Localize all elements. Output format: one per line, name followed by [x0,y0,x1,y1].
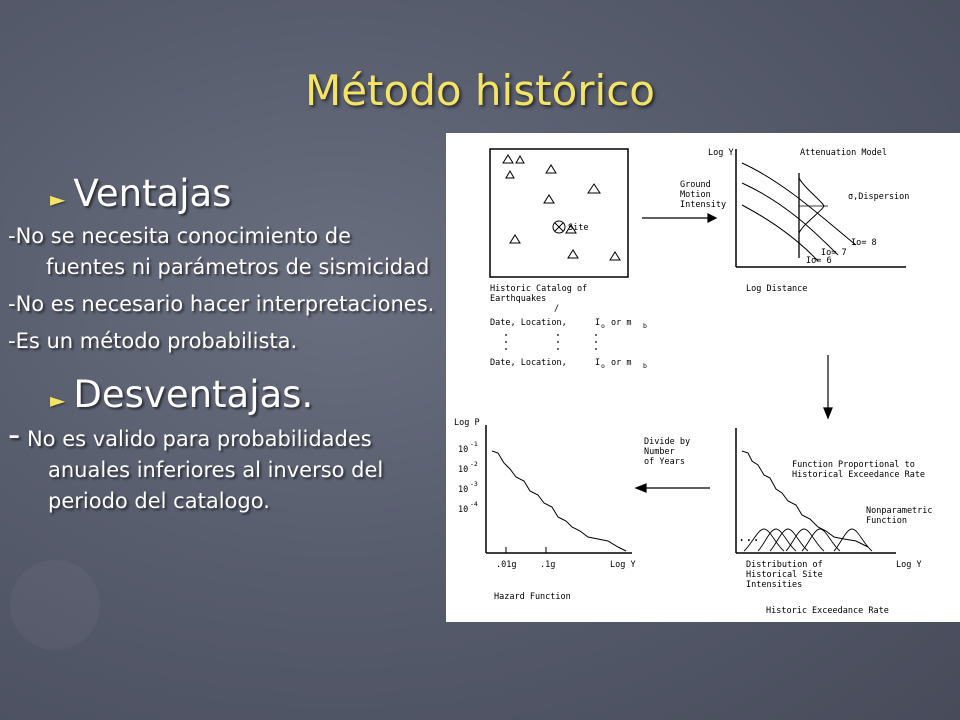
slide-title: Método histórico [304,66,655,115]
hazard-y-label: Log P [454,418,480,428]
svg-text:I: I [595,358,601,368]
svg-text:b: b [643,322,647,330]
arrow-down-icon [824,355,832,418]
slide-body [8,172,435,517]
bullet-desventajas [50,373,435,416]
svg-text:o: o [601,362,605,370]
divide-label-3: of Years [644,457,685,467]
arrow-right-icon [642,214,716,222]
triangle-right-icon: ► [50,388,66,412]
distribution-label-3: Intensities [746,580,803,590]
earthquake-triangles [503,155,620,260]
desventaja-item [8,415,428,517]
attenuation-title: Attenuation Model [800,148,887,158]
nonparametric-label-1: Nonparametric [866,506,933,516]
svg-text:10: 10 [458,445,469,455]
hazard-x-label: Log Y [610,560,636,570]
distribution-dots: ... [738,530,760,544]
attenuation-x-label: Log Distance [746,284,808,294]
catalog-row-2 [490,358,647,370]
ventaja-item: -No se necesita conocimiento de fuentes ni parámetros de sismicidad [8,224,430,279]
svg-text:-4: -4 [470,500,478,508]
distribution-label-1: Distribution of [746,560,823,570]
dispersion-label: σ,Dispersion [848,192,910,202]
hazard-method-figure [446,133,960,622]
ventaja-item: -Es un método probabilista. [8,329,298,353]
nonparametric-label-2: Function [866,516,907,526]
hazard-y-ticks [458,440,478,515]
svg-text:Date, Location,: Date, Location, [490,358,567,368]
svg-text:b: b [643,362,647,370]
site-icon [553,221,565,233]
svg-text:o: o [601,322,605,330]
catalog-tick-mark: / [554,304,560,314]
catalog-caption-2: Earthquakes [490,294,547,304]
svg-text:I: I [595,318,601,328]
bullet-ventajas [50,172,435,215]
exceedance-caption: Historic Exceedance Rate [766,606,889,616]
ground-motion-label-3: Intensity [680,200,727,210]
desventaja-text: No es valido para probabilidades anuales inferiores al inverso del periodo del catalogo. [26,427,384,513]
attenuation-y-label: Log Y [708,148,734,158]
hazard-x-tick: .01g [496,560,517,570]
svg-text:10: 10 [458,505,469,515]
exceedance-x-label: Log Y [896,560,922,570]
heading-desventajas: Desventajas. [73,373,314,416]
desventaja-dash: - [8,415,21,455]
ground-motion-label-2: Motion [680,190,711,200]
svg-text:-1: -1 [470,440,478,448]
hazard-x-tick: .1g [540,560,556,570]
svg-text:Date, Location,: Date, Location, [490,318,567,328]
catalog-row-1 [490,318,647,330]
ventaja-item: -No es necesario hacer interpretaciones. [8,292,435,316]
function-label-1: Function Proportional to [792,460,915,470]
hazard-curve [492,451,626,551]
site-label: Site [568,223,589,233]
svg-text:10: 10 [458,465,469,475]
triangle-right-icon: ► [50,187,66,211]
background-watermark [10,560,100,650]
curve-label: Io= 7 [821,248,847,258]
svg-text:or m: or m [611,318,632,328]
svg-text:or m: or m [611,358,632,368]
curve-label: Io= 8 [851,238,877,248]
arrow-left-icon [636,484,710,492]
distribution-label-2: Historical Site [746,570,823,580]
catalog-caption-1: Historic Catalog of [490,284,588,294]
catalog-map-frame [490,149,628,277]
divide-label-1: Divide by [644,437,691,447]
ground-motion-label-1: Ground [680,180,711,190]
svg-text:-3: -3 [470,480,478,488]
curve-label: Io= 6 [806,256,832,266]
svg-text:10: 10 [458,485,469,495]
hazard-caption: Hazard Function [494,592,571,602]
divide-label-2: Number [644,447,675,457]
heading-ventajas: Ventajas [73,172,232,215]
catalog-ellipsis [505,334,597,350]
svg-text:-2: -2 [470,460,478,468]
function-label-2: Historical Exceedance Rate [792,470,926,480]
